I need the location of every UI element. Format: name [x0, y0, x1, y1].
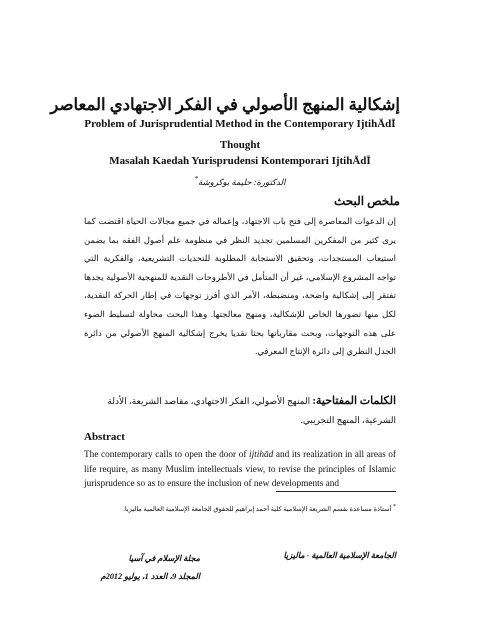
- keywords-paragraph: [84, 392, 396, 430]
- abstract-body-arabic: إن الدعوات المعاصرة إلى فتح باب الاجتهاد، وإعماله في جميع مجالات الحياة اقتضت كما يرى كثير من المفكرين المسلمين تجديد النظر في منظومة علم أصول الفقه بما يضمن استيعاب المستجدات، وتحقيق الاستجابة المطلوبة للتحديات التشريعية، والفكرية التي تواجه المشروع الإسلامي، غير أن المتأمل في الأطروحات النقدية للمنهجية الأصولية يجدها تفتقر إلى إشكالية واضحة، ومنضبطة، الأمر الذي أفرز توجهات في إطار الحركة النقدية، لكل منها تصورها الخاص للإشكالية، ومنهج معالجتها. وهذا البحث محاولة لتسليط الضوء على هذه التوجهات، وبحث مقارباتها بحثا نقديا يخرج إشكالية المنهج الأصولي من دائرة الجدل النظري إلى دائرة الإنتاج المعرفي.: [84, 216, 396, 357]
- footer-university: الجامعة الإسلامية العالمية - ماليزيا: [283, 551, 396, 560]
- author-footnote-mark: *: [194, 175, 199, 183]
- abstract-term-ijtihad: ijtihād: [249, 450, 274, 460]
- author-name: الدكتورة: حليمة بوكروشة: [198, 176, 286, 187]
- footnote: [84, 504, 396, 513]
- author-line: [120, 175, 360, 188]
- footer-journal-info: [90, 550, 200, 586]
- paper-title-english-line2: Thought: [219, 139, 261, 151]
- footer-journal-name: مجلة الإسلام في آسيا: [128, 554, 200, 563]
- abstract-text-part2: and its realization in all areas of life require, as many Muslim intellectuals view, to revise the principles of Islamic jurisprudence so as to ensure the inclusion of new developments and: [84, 450, 396, 489]
- paper-title-english: Problem of Jurisprudential Method in the Contemporary IjtihĀdĪ: [84, 118, 396, 130]
- paper-title-malay: Masalah Kaedah Yurisprudensi Kontemporari IjtihĀdĪ: [109, 155, 371, 167]
- abstract-heading-english: Abstract: [84, 431, 125, 443]
- footer-issue: المجلد 9، العدد 1، يوليو 2012م: [100, 572, 200, 581]
- footnote-divider: [276, 491, 396, 492]
- footnote-text: أستاذة مساعدة بقسم الشريعة الإسلامية كلية أحمد إبراهيم للحقوق الجامعة الإسلامية العالمية ماليزيا.: [123, 506, 392, 514]
- paper-title-arabic: إشكالية المنهج الأصولي في الفكر الاجتهادي المعاصر: [50, 95, 400, 114]
- keywords-list: المنهج الأصولي، الفكر الاجتهادي، مقاصد الشريعة، الأدلة الشرعية، المنهج التجريبي.: [107, 396, 396, 425]
- abstract-heading-arabic: ملخص البحث: [334, 194, 400, 208]
- keywords-label: الكلمات المفتاحية:: [312, 395, 396, 407]
- footnote-mark: *: [393, 504, 396, 510]
- abstract-body-english: [84, 448, 396, 492]
- abstract-text-part1: The contemporary calls to open the door of: [84, 450, 250, 460]
